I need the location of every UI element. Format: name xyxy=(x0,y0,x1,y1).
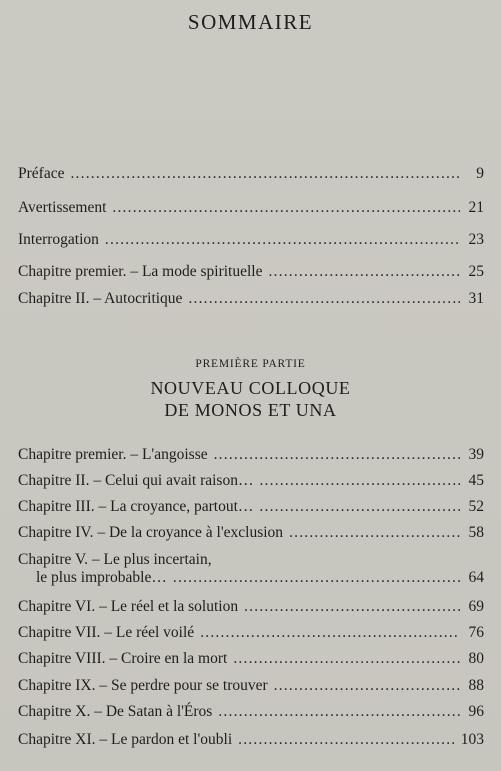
toc-entry-part-chapter-2 xyxy=(18,472,484,490)
toc-entry-part-chapter-9 xyxy=(18,677,484,695)
toc-entry-continuation xyxy=(18,569,484,587)
toc-entry-page: 25 xyxy=(468,263,484,280)
toc-entry-part-chapter-6 xyxy=(18,598,484,616)
toc-entry-avertissement xyxy=(18,199,484,217)
toc-entry-label: Avertissement xyxy=(18,199,107,216)
dot-leader xyxy=(238,731,455,749)
toc-entry-page: 76 xyxy=(468,624,484,641)
toc-entry-page: 69 xyxy=(468,598,484,615)
toc-entry-part-chapter-1 xyxy=(18,446,484,464)
toc-entry-label: Chapitre VI. – Le réel et la solution xyxy=(18,598,239,615)
toc-entry-label: Chapitre III. – La croyance, partout… xyxy=(18,498,254,515)
toc-entry-label: Chapitre VII. – Le réel voilé xyxy=(18,624,195,641)
toc-entry-interrogation xyxy=(18,231,484,249)
dot-leader xyxy=(173,569,463,587)
toc-entry-page: 52 xyxy=(468,498,484,515)
toc-entry-label: Interrogation xyxy=(18,231,99,248)
dot-leader xyxy=(214,446,460,464)
toc-entry-part-chapter-8 xyxy=(18,650,484,668)
toc-entry-page: 58 xyxy=(468,524,484,541)
toc-entry-page: 39 xyxy=(468,446,484,463)
toc-entry-part-chapter-10 xyxy=(18,703,484,721)
toc-entry-page: 45 xyxy=(468,472,484,489)
dot-leader xyxy=(188,290,460,308)
dot-leader xyxy=(218,703,460,721)
dot-leader xyxy=(105,231,460,249)
toc-entry-page: 103 xyxy=(460,731,484,748)
toc-entry-chapter-2 xyxy=(18,290,484,308)
toc-entry-label: Chapitre IV. – De la croyance à l'exclusion xyxy=(18,524,284,541)
dot-leader xyxy=(244,598,460,616)
toc-entry-page: 88 xyxy=(468,677,484,694)
dot-leader xyxy=(112,199,460,217)
dot-leader xyxy=(200,624,460,642)
toc-entry-chapter-1 xyxy=(18,263,484,281)
toc-entry-part-chapter-4 xyxy=(18,524,484,542)
part-title-line-1: NOUVEAU COLLOQUE xyxy=(150,378,351,398)
toc-entry-label: Préface xyxy=(18,165,65,182)
toc-entry-label: Chapitre II. – Autocritique xyxy=(18,290,183,307)
toc-entry-label: Chapitre VIII. – Croire en la mort xyxy=(18,650,228,667)
page-title: SOMMAIRE xyxy=(187,10,314,34)
toc-entry-page: 64 xyxy=(468,569,484,586)
dot-leader xyxy=(289,524,460,542)
toc-entry-page: 9 xyxy=(476,165,484,182)
toc-entry-label: Chapitre II. – Celui qui avait raison… xyxy=(18,472,254,489)
toc-entry-label: Chapitre V. – Le plus incertain, xyxy=(18,551,212,568)
toc-entry-part-chapter-3 xyxy=(18,498,484,516)
dot-leader xyxy=(259,472,460,490)
toc-entry-page: 31 xyxy=(468,290,484,307)
toc-entry-label: Chapitre X. – De Satan à l'Éros xyxy=(18,703,213,720)
dot-leader xyxy=(268,263,460,281)
toc-entry-part-chapter-7 xyxy=(18,624,484,642)
toc-entry-label-continued: le plus improbable… xyxy=(36,569,167,586)
toc-entry-part-chapter-11 xyxy=(18,731,484,749)
toc-entry-page: 21 xyxy=(468,199,484,216)
toc-entry-preface xyxy=(18,165,484,183)
toc-entry-page: 23 xyxy=(468,231,484,248)
toc-entry-label: Chapitre IX. – Se perdre pour se trouver xyxy=(18,677,268,694)
dot-leader xyxy=(70,165,460,183)
toc-entry-label: Chapitre premier. – L'angoisse xyxy=(18,446,208,463)
toc-entry-label: Chapitre premier. – La mode spirituelle xyxy=(18,263,263,280)
toc-entry-page: 80 xyxy=(468,650,484,667)
dot-leader xyxy=(274,677,460,695)
part-title-line-2: DE MONOS ET UNA xyxy=(164,400,337,420)
part-label: PREMIÈRE PARTIE xyxy=(195,358,306,370)
dot-leader xyxy=(233,650,460,668)
toc-entry-page: 96 xyxy=(468,703,484,720)
toc-entry-label: Chapitre XI. – Le pardon et l'oubli xyxy=(18,731,233,748)
dot-leader xyxy=(259,498,460,516)
toc-entry-part-chapter-5 xyxy=(18,551,484,587)
